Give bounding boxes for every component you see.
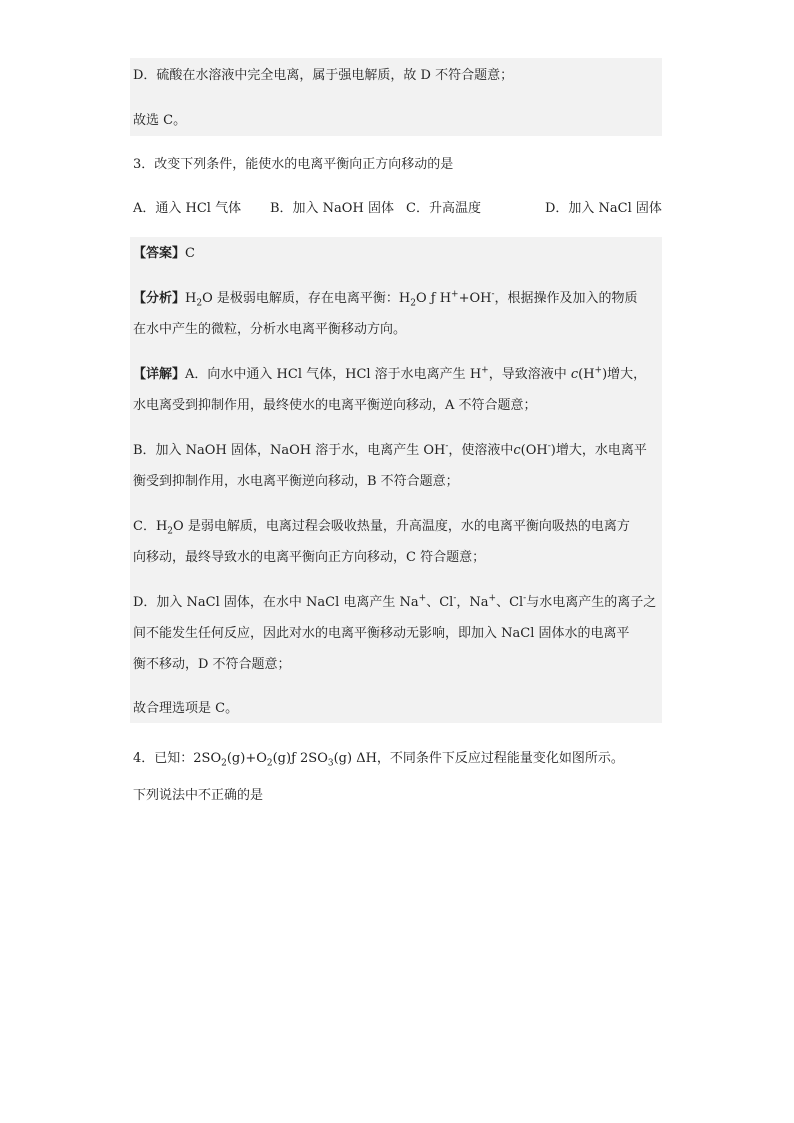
- q3-conclusion: 故合理选项是 C。: [133, 701, 239, 716]
- text-fragment: ，使溶液中: [448, 443, 514, 458]
- detail-line-d2: 间不能发生任何反应，因此对水的电离平衡移动无影响，即加入 NaCl 固体水的电离平: [133, 626, 630, 641]
- text-fragment: 、Cl: [496, 595, 524, 610]
- detail-line-d3: 衡不移动，D 不符合题意；: [133, 657, 291, 672]
- text-fragment: O 是弱电解质，电离过程会吸收热量，升高温度，水的电离平衡向吸热的电离方: [173, 519, 630, 534]
- subscript: 2: [410, 298, 416, 309]
- text-fragment: ，Na: [456, 595, 489, 610]
- option-c: C．升高温度: [406, 201, 481, 216]
- text-fragment: 2SO: [193, 751, 222, 766]
- conclusion-line: 故选 C。: [133, 113, 187, 128]
- subscript: 2: [221, 758, 227, 769]
- text-fragment: c: [570, 367, 579, 382]
- analysis-line-1: [133, 290, 638, 308]
- superscript: +: [418, 593, 427, 604]
- text-fragment: (g) ΔH: [333, 751, 377, 766]
- superscript: -: [491, 289, 495, 300]
- option-a: A．通入 HCl 气体: [133, 201, 242, 216]
- option-b: B．加入 NaOH 固体: [270, 201, 394, 216]
- superscript: -: [547, 441, 551, 452]
- text-fragment: B．加入 NaOH 固体，NaOH 溶于水，电离产生 OH: [133, 443, 446, 458]
- subscript: 2: [167, 526, 174, 537]
- superscript: -: [523, 593, 527, 604]
- text-fragment: ，导致溶液中: [488, 367, 571, 382]
- option-d: D．加入 NaCl 固体: [545, 201, 662, 216]
- detail-line-c2: 向移动，最终导致水的电离平衡向正方向移动，C 符合题意；: [133, 550, 486, 565]
- text-fragment: (H: [578, 367, 595, 382]
- question-4-stem-line-2: 下列说法中不正确的是: [133, 788, 264, 803]
- text-fragment: ，根据操作及加入的物质: [494, 291, 638, 306]
- subscript: 2: [266, 758, 273, 769]
- detail-line-b2: 衡受到抑制作用，水电离平衡逆向移动，B 不符合题意；: [133, 474, 459, 489]
- superscript: +: [594, 365, 603, 376]
- detail-line-a2: 水电离受到抑制作用，最终使水的电离平衡逆向移动，A 不符合题意；: [133, 398, 537, 413]
- text-fragment: +OH: [458, 291, 492, 306]
- text-fragment: H: [185, 291, 197, 306]
- subscript: 3: [327, 758, 334, 769]
- answer-line: [133, 245, 195, 263]
- text-fragment: O 是极弱电解质，存在电离平衡：H: [202, 291, 411, 306]
- text-fragment: c: [513, 443, 521, 458]
- text-fragment: 4．已知：: [133, 751, 194, 766]
- superscript: -: [445, 441, 449, 452]
- superscript: +: [488, 593, 497, 604]
- detail-line-c1: [133, 518, 630, 536]
- text-fragment: )增大，水电离平: [550, 443, 647, 458]
- text-fragment: ，不同条件下反应过程能量变化如图所示。: [376, 751, 624, 766]
- text-fragment: O ƒ H: [415, 291, 452, 306]
- superscript: +: [451, 289, 459, 300]
- answer-label: 【答案】: [133, 246, 186, 261]
- text-fragment: D．加入 NaCl 固体，在水中 NaCl 电离产生 Na: [133, 595, 419, 610]
- text-fragment: 与水电离产生的离子之: [526, 595, 657, 610]
- text-fragment: (g)+O: [226, 751, 267, 766]
- subscript: 2: [196, 298, 203, 309]
- question-4-stem: [133, 750, 624, 768]
- text-fragment: A．向水中通入 HCl 气体，HCl 溶于水电离产生 H: [185, 367, 482, 382]
- analysis-line-2: 在水中产生的微粒，分析水电离平衡移动方向。: [133, 322, 407, 337]
- detail-label: 【详解】: [133, 367, 186, 382]
- detail-line-b1: [133, 442, 647, 460]
- answer-value: C: [185, 246, 195, 261]
- detail-line-d1: [133, 594, 656, 612]
- text-fragment: (g)ƒ 2SO: [272, 751, 328, 766]
- text-fragment: 、Cl: [426, 595, 454, 610]
- analysis-label: 【分析】: [133, 291, 186, 306]
- superscript: -: [453, 593, 457, 604]
- superscript: +: [481, 365, 489, 376]
- question-3-stem: 3．改变下列条件，能使水的电离平衡向正方向移动的是: [133, 157, 454, 172]
- text-fragment: )增大，: [602, 367, 647, 382]
- text-fragment: C．H: [133, 519, 168, 534]
- detail-line-a1: [133, 366, 646, 384]
- explanation-line-d: D．硫酸在水溶液中完全电离，属于强电解质，故 D 不符合题意；: [133, 68, 514, 83]
- text-fragment: (OH: [520, 443, 548, 458]
